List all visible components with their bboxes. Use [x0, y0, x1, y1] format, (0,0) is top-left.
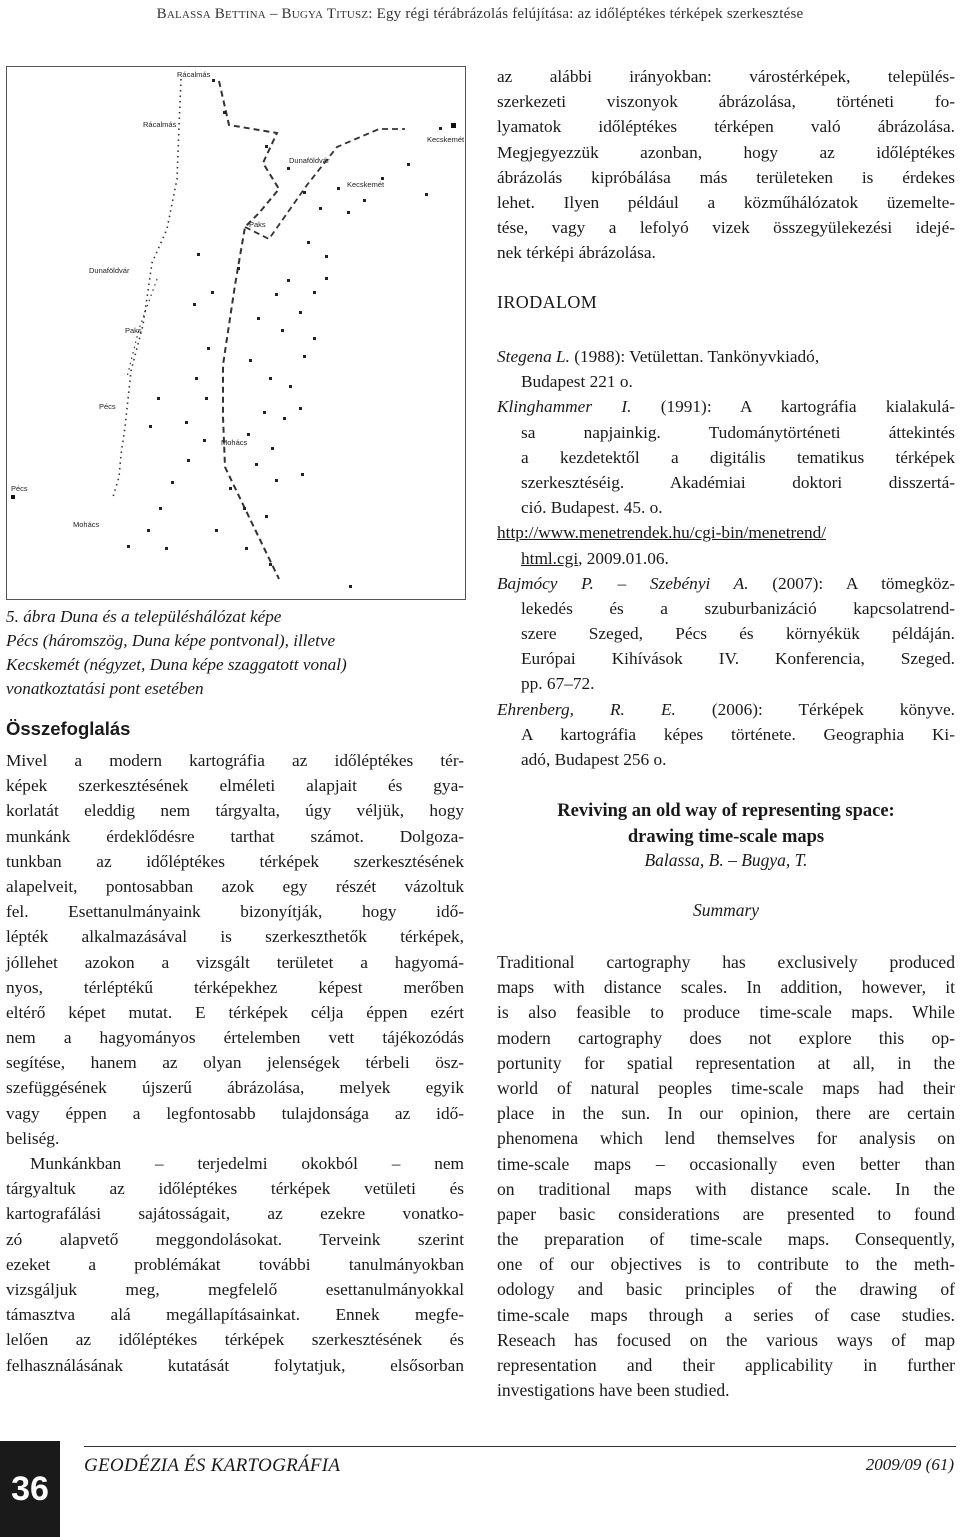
caption-line: vonatkoztatási pont esetében [6, 679, 204, 698]
page-number: 36 [0, 1441, 60, 1537]
text-line: on traditional maps with distance scale. In the [497, 1178, 955, 1199]
text-line: modern cartography does not explore this op- [497, 1027, 955, 1048]
ref-author: Klinghammer I. [497, 397, 632, 417]
english-summary-heading: Summary [692, 900, 760, 920]
section-heading-osszefoglalas: Összefoglalás [6, 718, 131, 739]
caption-line: Kecskemét (négyzet, Duna képe szaggatott vonal) [6, 655, 347, 674]
text-line: tése, vagy a lefolyó vizek összegyülekezési idejé- [497, 218, 955, 238]
text-line: nem a hagyományos értelemben vett tájékozódás [6, 1028, 464, 1048]
text-line: képek szerkesztésének elméleti alapjait és gya- [6, 776, 464, 796]
text-line: maps with distance scales. In addition, however, it [497, 977, 955, 998]
map-drawing [7, 67, 465, 599]
label-dunafoldvar-left: Dunaföldvár [89, 266, 130, 275]
text-line: phenomena which lend themselves for analysis on [497, 1128, 955, 1149]
text-line: az alábbi irányokban: várostérképek, település- [497, 67, 955, 86]
label-dunafoldvar-right: Dunaföldvár [289, 156, 330, 165]
header-author-2: Bugya Titusz: [281, 6, 373, 22]
text-line: investigations have been studied. [497, 1380, 730, 1401]
text-line: Megjegyezzük azonban, hogy az időléptékes [497, 142, 955, 162]
label-mohacs-left: Mohács [73, 520, 100, 529]
danube-pecs-dotted-line [113, 79, 181, 497]
figure-map [6, 66, 466, 600]
text-line: the preparation of time-scale maps. Consequently, [497, 1229, 955, 1250]
reference-line: Ehrenberg, R. E. (2006): Térképek könyve. [497, 699, 955, 719]
label-racalmas-top: Rácalmás [177, 70, 211, 79]
danube-kecskemet-dashed-line [219, 81, 279, 579]
text-line: lelően az időléptékes térképek szerkesztésének és [6, 1330, 464, 1350]
text-line: kartografálási sajátosságait, az ezekre vonatko- [6, 1204, 464, 1224]
settlement-dots [127, 79, 442, 588]
label-pecs-left: Pécs [11, 484, 28, 493]
text-line: ezeket a problémákat további tanulmányokban [6, 1254, 464, 1274]
ref-author: Ehrenberg, R. E. [497, 699, 676, 719]
ref-author: Bajmócy P. – Szebényi A. [497, 573, 749, 593]
text-line: one of our objectives is to contribute to the meth- [497, 1254, 955, 1275]
label-kecskemet-right: Kecskemét [427, 135, 465, 144]
reference-line: Budapest 221 o. [521, 372, 633, 392]
english-title-line: Reviving an old way of representing space: [557, 801, 895, 821]
reference-line [497, 520, 955, 545]
text-line: portunity for spatial representation at all, in the [497, 1052, 955, 1073]
section-heading-irodalom: IRODALOM [497, 292, 598, 312]
label-mohacs-inner: Mohács [221, 438, 248, 447]
figure-caption [6, 605, 476, 701]
text-line: representation and their applicability in further [497, 1355, 955, 1375]
text-line: time-scale maps – occasionally even better than [497, 1153, 955, 1174]
header-author-1: Balassa Bettina [156, 6, 266, 22]
text-line: vagy éppen a legfontosabb tulajdonsága az idő- [6, 1103, 464, 1123]
header-title: Egy régi térábrázolás felújítása: az időléptékes térképek szerkesztése [372, 6, 804, 22]
text-line: eltérő képet mutat. E térképek célja éppen ezért [6, 1002, 464, 1022]
kecskemet-square-marker [451, 123, 456, 128]
reference-line: lekedés és a szuburbanizáció kapcsolatrend- [521, 598, 955, 618]
references-list [497, 344, 955, 772]
text-line: is also feasible to produce time-scale maps. While [497, 1002, 955, 1023]
reference-line: pp. 67–72. [521, 674, 595, 694]
english-title-line: drawing time-scale maps [627, 827, 825, 847]
journal-name: GEODÉZIA ÉS KARTOGRÁFIA [84, 1455, 341, 1476]
text-line: tunkban az időléptékes térképek szerkesztésének [6, 851, 464, 871]
reference-line: html.cgi, 2009.01.06. [521, 548, 669, 568]
text-line: nek térképi ábrázolása. [497, 243, 656, 263]
text-line: fel. Esettanulmányaink bizonyítják, hogy idő- [6, 902, 464, 922]
text-line: ábrázolás kipróbálása más területeken is érdekes [497, 167, 955, 187]
reference-line: a kezdetektől a digitális tematikus térképek [521, 447, 955, 467]
reference-line: szere Szeged, Pécs és környékük példáján. [521, 624, 955, 644]
text-line: alapelveit, pontosabban azok egy részét vázoltuk [6, 876, 464, 896]
header-dash: – [265, 6, 282, 22]
right-column-text [497, 64, 955, 266]
running-head [0, 6, 960, 23]
english-summary-text [497, 950, 955, 1403]
left-column-text [6, 748, 464, 1378]
label-paks-right: Paks [249, 220, 266, 229]
text-line: felhasználásának kutatását folytatjuk, elsősorban [6, 1355, 464, 1375]
text-line: Reseach has focused on the various ways of map [497, 1329, 955, 1350]
ref-author: Stegena L. [497, 347, 570, 366]
text-line: korlatát eleddig nem tárgyalta, úgy véljük, hogy [6, 801, 464, 821]
text-line: lehet. Ilyen például a közműhálózatok üzemelte- [497, 192, 955, 212]
text-line: world of natural peoples time-scale maps had their [497, 1077, 955, 1098]
text-line: vizsgáljuk meg, megfelelő esettanulmányokkal [6, 1279, 464, 1299]
reference-link[interactable]: http://www.menetrendek.hu/cgi-bin/menetrend/ [497, 523, 827, 543]
pecs-marker [11, 495, 15, 499]
text-line: Munkánkban – terjedelmi okokból – nem [30, 1154, 464, 1173]
text-line: lyamatok időléptékes térképen való ábrázolása. [497, 117, 955, 137]
text-line: Traditional cartography has exclusively produced [497, 952, 955, 972]
reference-line: Klinghammer I. (1991): A kartográfia kialakulá- [497, 397, 955, 417]
text-line: odology and basic principles of the drawing of [497, 1279, 955, 1300]
english-title [497, 798, 955, 850]
text-line: támasztva alá megállapításainkat. Ennek megfe- [6, 1305, 464, 1325]
text-line: jóllehet azokon a vizsgált területet a hagyomá- [6, 952, 464, 972]
reference-line: adó, Budapest 256 o. [521, 750, 667, 769]
text-line: szefüggésének újszerű ábrázolása, melyek egyik [6, 1078, 464, 1098]
footer-rule [84, 1446, 956, 1447]
text-line: zó alapvető meggondolásokat. Terveink szerint [6, 1229, 464, 1249]
text-line: nyos, térléptékű térképekhez képest merőben [6, 977, 464, 997]
text-line: lépték alkalmazásával is szerkeszthetők térképek, [6, 927, 464, 947]
label-racalmas-left: Rácalmás [143, 120, 177, 129]
issue-number: 2009/09 (61) [865, 1455, 954, 1474]
text-line: Mivel a modern kartográfia az időléptékes tér- [6, 751, 464, 770]
text-line: munkánk érdeklődésre tarthat számot. Dolgoza- [6, 826, 464, 846]
english-authors: Balassa, B. – Bugya, T. [644, 850, 808, 870]
label-pecs-inner: Pécs [99, 402, 116, 411]
label-kecskemet-inner: Kecskemét [347, 180, 385, 189]
text-line: paper basic considerations are presented to found [497, 1203, 955, 1224]
text-line: place in the sun. In our opinion, there are certain [497, 1103, 955, 1124]
text-line: segítése, hanem az olyan jelenségek térbeli ösz- [6, 1053, 464, 1073]
reference-link[interactable]: html.cgi [521, 548, 579, 568]
reference-line: A kartográfia képes története. Geographia Ki- [521, 724, 955, 744]
reference-line: Európai Kihívások IV. Konferencia, Szeged. [521, 649, 955, 669]
reference-line: Bajmócy P. – Szebényi A. (2007): A tömegköz- [497, 573, 955, 593]
text-line: tárgyaltuk az időléptékes térképek vetületi és [6, 1179, 464, 1199]
label-paks-left: Paks [125, 326, 142, 335]
caption-line: 5. ábra Duna és a településhálózat képe [6, 607, 282, 626]
reference-line: Stegena L. (1988): Vetülettan. Tankönyvkiadó, [497, 347, 820, 366]
reference-line: sa napjainkig. Tudománytörténeti áttekintés [521, 422, 955, 442]
caption-line: Pécs (háromszög, Duna képe pontvonal), illetve [6, 631, 336, 650]
text-line: szerkezeti viszonyok ábrázolása, történeti fo- [497, 92, 955, 112]
reference-line: szerkesztéséig. Akadémiai doktori disszertá- [521, 472, 955, 492]
text-line: beliség. [6, 1128, 60, 1148]
reference-line: ció. Budapest. 45. o. [521, 498, 663, 518]
text-line: time-scale maps through a series of case studies. [497, 1304, 955, 1325]
